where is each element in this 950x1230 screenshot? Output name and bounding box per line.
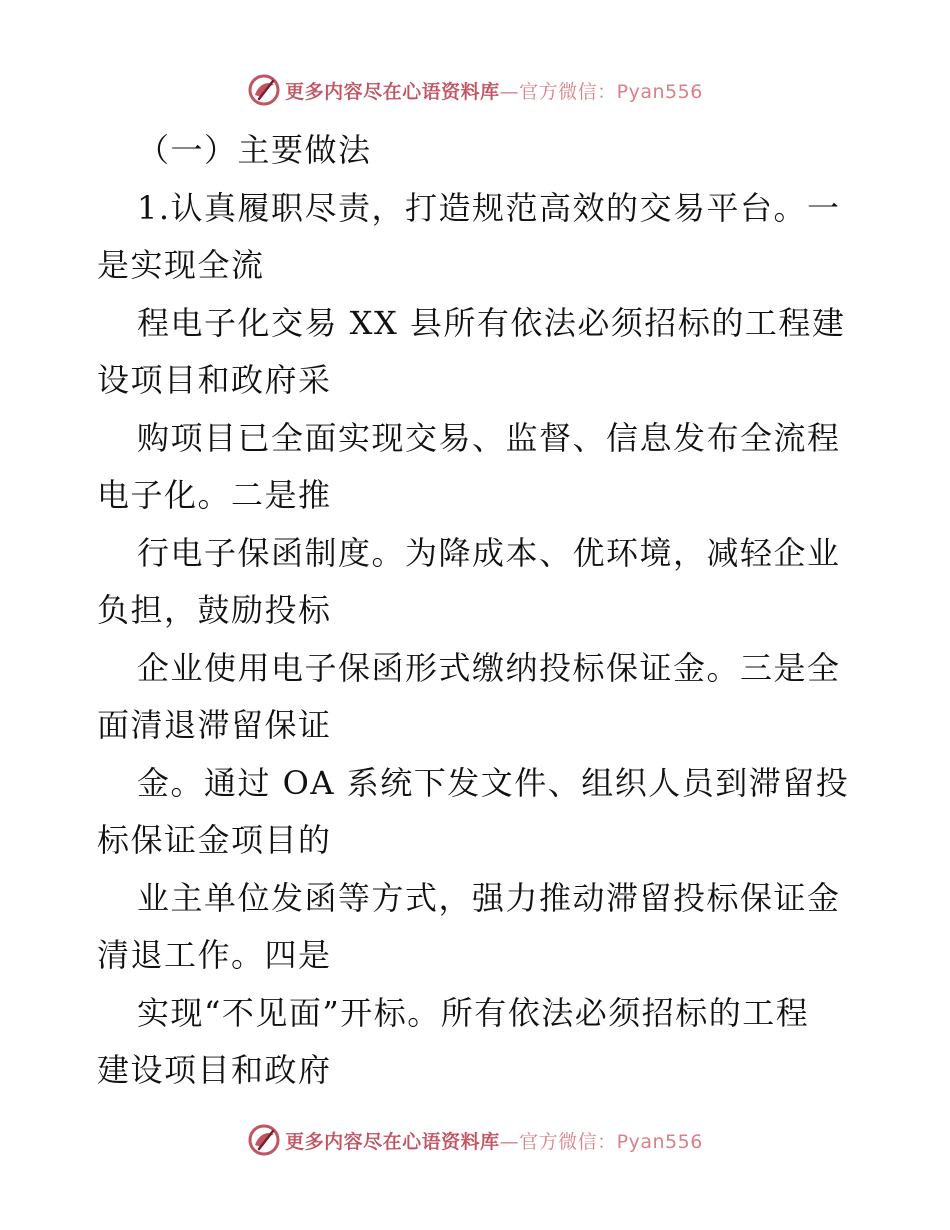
text-line: 建设项目和政府	[97, 1051, 332, 1089]
text-line: 企业使用电子保函形式缴纳投标保证金。三是全	[137, 648, 841, 687]
footer-dash: —	[499, 1130, 520, 1153]
red-swirl-logo-icon	[247, 73, 281, 107]
section-heading: （一）主要做法	[137, 131, 372, 169]
footer-contact-text: 官方微信：Pyan556	[519, 1130, 703, 1153]
text-line: 负担，鼓励投标	[97, 591, 332, 629]
header-dash: —	[499, 80, 520, 103]
text-line: 业主单位发函等方式，强力推动滞留投标保证金	[137, 878, 841, 917]
header-contact-text: 官方微信：Pyan556	[519, 80, 703, 103]
text-line: 是实现全流	[97, 246, 265, 284]
text-line: 面清退滞留保证	[97, 706, 332, 744]
footer-banner-text	[285, 1127, 703, 1154]
text-line: 实现“不见面”开标。所有依法必须招标的工程	[137, 993, 810, 1032]
footer-site-text: 更多内容尽在心语资料库	[285, 1130, 500, 1153]
text-line: 清退工作。四是	[97, 936, 332, 974]
text-line: 1.认真履职尽责，打造规范高效的交易平台。一	[137, 188, 841, 227]
text-line: 程电子化交易 XX 县所有依法必须招标的工程建	[137, 303, 846, 342]
header-banner-text	[285, 77, 703, 104]
text-line: 电子化。二是推	[97, 476, 332, 514]
text-line: 设项目和政府采	[97, 361, 332, 399]
header-banner	[0, 70, 950, 110]
header-site-text: 更多内容尽在心语资料库	[285, 80, 500, 103]
text-line: 金。通过 OA 系统下发文件、组织人员到滞留投	[137, 763, 850, 802]
document-body	[97, 122, 857, 1100]
text-line: 行电子保函制度。为降成本、优环境，减轻企业	[137, 533, 841, 572]
red-swirl-logo-icon	[247, 1123, 281, 1157]
text-line: 购项目已全面实现交易、监督、信息发布全流程	[137, 418, 841, 457]
footer-banner	[0, 1120, 950, 1160]
text-line: 标保证金项目的	[97, 821, 332, 859]
